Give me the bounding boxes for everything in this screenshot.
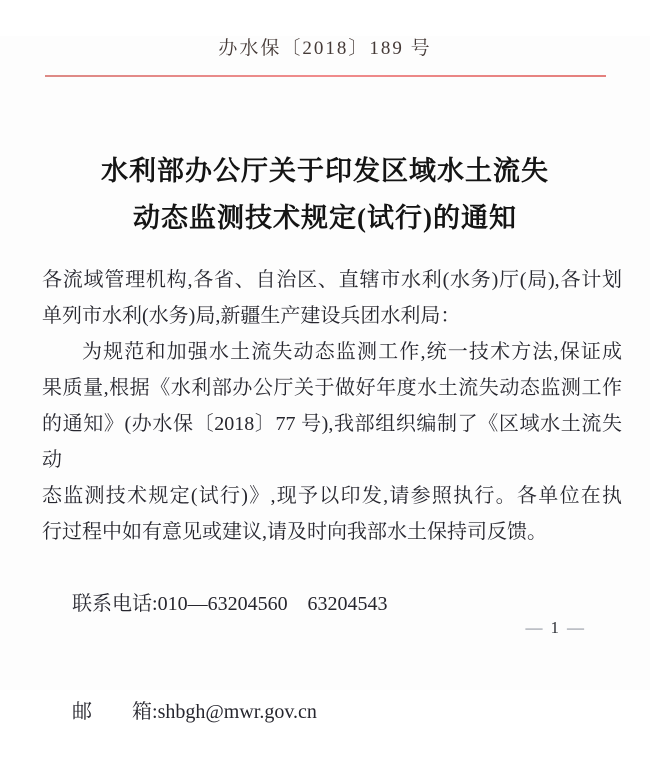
email-label: 邮 箱:	[72, 701, 158, 723]
contact-email-line	[42, 658, 622, 766]
phone-value: 010—63204560 63204543	[157, 593, 388, 615]
addressee-line-2: 单列市水利(水务)局,新疆生产建设兵团水利局：	[42, 305, 461, 327]
paragraph-line-3: 的通知》(办水保〔2018〕77 号),我部组织编制了《区域水土流失动	[42, 413, 622, 471]
title-line-1: 水利部办公厅关于印发区域水土流失	[101, 156, 549, 186]
page-number-dash-right: —	[567, 618, 586, 637]
phone-label: 联系电话:	[72, 593, 158, 615]
doc-number: 办水保〔2018〕189 号	[218, 38, 432, 59]
page-number	[520, 618, 593, 638]
document-title	[0, 148, 650, 242]
document-body	[42, 262, 622, 766]
email-value: shbgh@mwr.gov.cn	[157, 701, 317, 723]
page-number-value: 1	[550, 618, 561, 637]
contact-phone-line	[42, 550, 622, 658]
paragraph-line-2: 果质量,根据《水利部办公厅关于做好年度水土流失动态监测工作	[42, 377, 622, 399]
addressee-line-1: 各流域管理机构,各省、自治区、直辖市水利(水务)厅(局),各计划	[42, 269, 622, 291]
header-separator-line	[45, 75, 606, 77]
title-line-2: 动态监测技术规定(试行)的通知	[133, 203, 517, 233]
paragraph-line-1: 为规范和加强水土流失动态监测工作,统一技术方法,保证成	[82, 341, 622, 363]
page-number-dash-left: —	[525, 618, 545, 637]
paragraph-line-4: 态监测技术规定(试行)》,现予以印发,请参照执行。各单位在执	[42, 485, 622, 507]
document-page	[0, 36, 650, 723]
paragraph-line-5: 行过程中如有意见或建议,请及时向我部水土保持司反馈。	[42, 521, 547, 543]
